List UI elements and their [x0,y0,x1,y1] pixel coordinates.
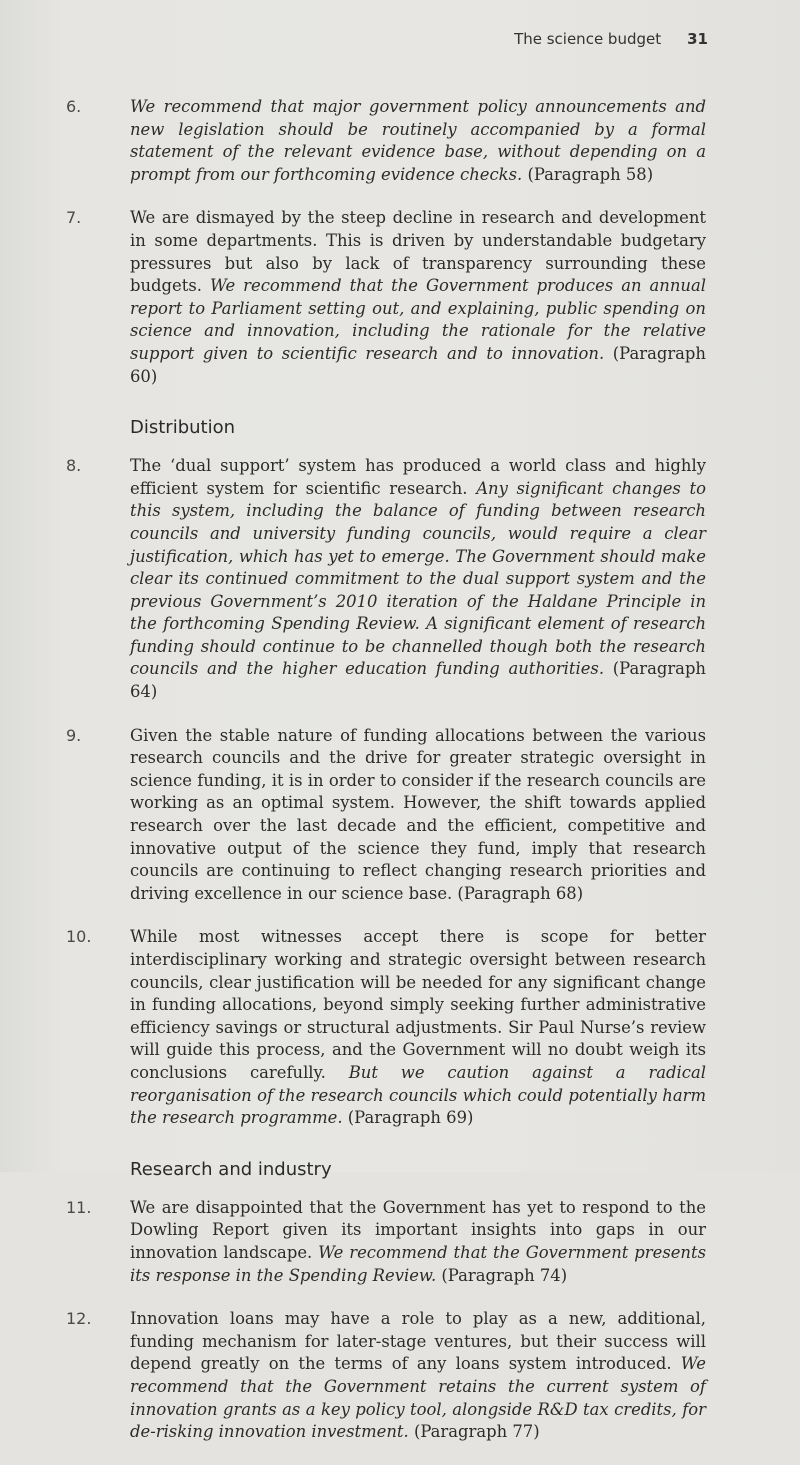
paragraph-number: 11. [66,1197,92,1217]
conclusion-text: While most witnesses accept there is scope for better interdisciplinary working and strategic oversight between research councils, clear justification will be needed for any significant change in funding allocations, beyond simply seeking further administrative efficiency savings or structural adjustments. Sir Paul Nurse’s review will guide this process, and the Government will no doubt weigh its conclusions carefully. [130,927,706,1082]
running-header [514,30,708,48]
recommendation-paragraph [66,1197,706,1287]
page-number: 31 [687,30,708,48]
recommendation-text: We recommend that the Government retains the current system of innovation grants as a key policy tool, alongside R&D tax credits, for de-risking innovation investment. [130,1354,706,1442]
conclusion-text: (Paragraph 69) [342,1108,474,1128]
recommendation-text: But we caution against a radical reorganisation of the research councils which could potentially harm the research programme. [130,1062,706,1128]
section-heading: Distribution [130,417,236,439]
paragraph-number: 8. [66,456,82,476]
section-heading: Research and industry [130,1158,332,1180]
recommendation-paragraph [66,207,706,388]
conclusion-text: (Paragraph 58) [522,164,654,184]
paragraph-number: 10. [66,927,92,947]
paragraph-number: 6. [66,97,82,116]
recommendation-text: Any significant changes to this system, including the balance of funding between research councils and university funding councils, would require a clear justification, which has yet to emerge. [130,478,706,566]
conclusion-text: Given the stable nature of funding allocations between the various research councils and the drive for greater strategic oversight in science funding, it is in order to consider if the research councils are working as an optimal system. However, the shift towards applied research over the last decade and the efficient, competitive and innovative output of the science they fund, imply that research councils are continuing to reflect changing research priorities and driving excellence in our science base. (Paragraph 68) [130,725,706,903]
recommendation-paragraph [66,96,706,186]
conclusion-text: (Paragraph 77) [408,1422,540,1442]
recommendation-text: We recommend that major government policy announcements and new legislation should be routinely accompanied by a formal statement of the relevant evidence base, without depending on a prompt from our forthcoming evidence checks. [130,97,706,184]
paragraph-number: 12. [66,1309,92,1329]
recommendation-text: We recommend that the Government produces an annual report to Parliament setting out, and explaining, public spending on science and innovation, including the rationale for the relative support given to scientific research and to innovation. [130,276,706,363]
recommendation-paragraph [66,455,706,704]
conclusion-text: We are dismayed by the steep decline in research and development in some departments. This is driven by understandable budgetary pressures but also by lack of transparency surrounding these budgets. [130,208,706,296]
recommendations-body [66,96,706,1465]
conclusion-text: Innovation loans may have a role to play as a new, additional, funding mechanism for later-stage ventures, but their success will depend greatly on the terms of any loans system introduced. [130,1309,706,1374]
running-header-title: The science budget [514,30,662,48]
conclusion-text: (Paragraph 64) [130,659,706,702]
conclusion-text: (Paragraph 60) [130,343,706,386]
conclusion-text: (Paragraph 74) [436,1265,568,1285]
paragraph-number: 7. [66,208,82,228]
conclusion-text: We are disappointed that the Government has yet to respond to the Dowling Report given its important insights into gaps in our innovation landscape. [130,1197,706,1262]
recommendation-paragraph [66,926,706,1129]
paragraph-number: 9. [66,725,82,745]
recommendation-paragraph [66,1308,706,1444]
recommendation-paragraph [66,725,706,906]
conclusion-text: The ‘dual support’ system has produced a world class and highly efficient system for scientific research. [130,456,706,498]
recommendation-text: The Government should make clear its continued commitment to the dual support system and the previous Government’s 2010 iteration of the Haldane Principle in the forthcoming Spending Review. A significant element of research funding should continue to be channelled though both the research councils and the higher education funding authorities. [130,546,706,679]
recommendation-text: We recommend that the Government presents its response in the Spending Review. [130,1242,706,1285]
